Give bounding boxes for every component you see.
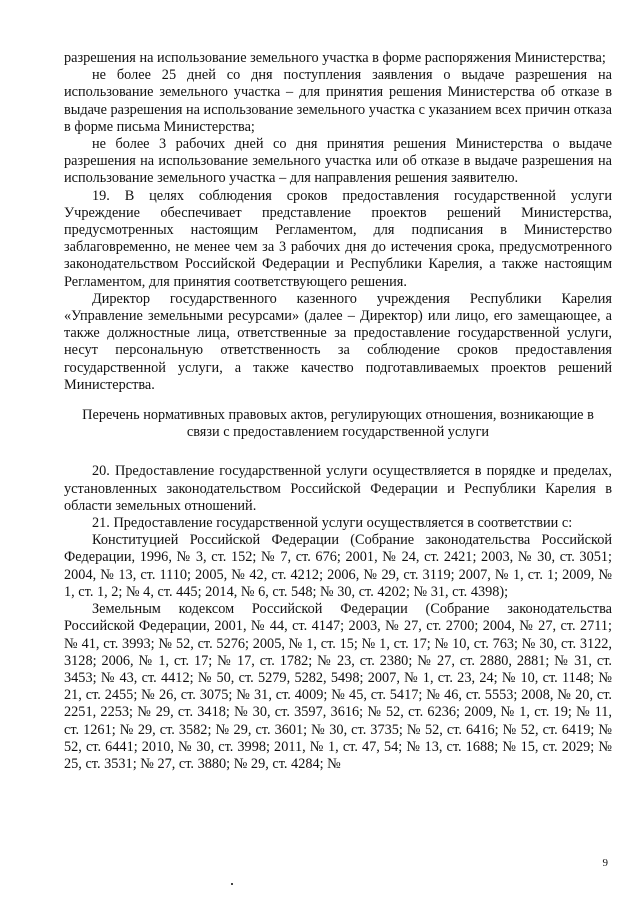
paragraph: Земельным кодексом Российской Федерации (Собрание законодательства Российской Федерации, 2001, № 44, ст. 4147; 2003, № 27, ст. 2700; 2004, № 27, ст. 2711; № 41, ст. 3993; № 52, ст. 5276; 2005, № 1, ст. 15; № 1, ст. 17; № 10, ст. 763; № 30, ст. 3122, 3128; 2006, № 1, ст. 17; № 17, ст. 1782; № 23, ст. 2380; № 27, ст. 2880, 2881; № 31, ст. 3453; № 43, ст. 4412; № 50, ст. 5279, 5282, 5498; 2007, № 1, ст. 23, 24; № 10, ст. 1148; № 21, ст. 2455; № 26, ст. 3075; № 31, ст. 4009; № 45, ст. 5417; № 46, ст. 5553; 2008, № 20, ст. 2251, 2253; № 29, ст. 3418; № 30, ст. 3597, 3616; № 52, ст. 6236; 2009, № 1, ст. 19; № 11, ст. 1261; № 29, ст. 3582; № 29, ст. 3601; № 30, ст. 3735; № 52, ст. 6416; № 52, ст. 6419; № 52, ст. 6441; 2010, № 30, ст. 3998; 2011, № 1, ст. 47, 54; № 13, ст. 1688; № 15, ст. 2029; № 25, ст. 3531; № 27, ст. 3880; № 29, ст. 4284; № <box>64 601 612 772</box>
page-number: 9 <box>602 857 608 869</box>
paragraph: Директор государственного казенного учреждения Республики Карелия «Управление земельными ресурсами» (далее – Директор) или лицо, его замещающее, а также должностные лица, ответственные за предоставление государственной услуги, несут персональную ответственность за соблюдение сроков предоставления государственной услуги, а также качество подготавливаемых проектов решений Министерства. <box>64 290 612 393</box>
paragraph: Конституцией Российской Федерации (Собрание законодательства Российской Федерации, 1996, № 3, ст. 152; № 7, ст. 676; 2001, № 24, ст. 2421; 2003, № 30, ст. 3051; 2004, № 13, ст. 1110; 2005, № 42, ст. 4212; 2006, № 29, ст. 3119; 2007, № 1, ст. 1; 2009, № 1, ст. 1, 2; № 4, ст. 445; 2014, № 6, ст. 548; № 30, ст. 4202; № 31, ст. 4398); <box>64 532 612 600</box>
paragraph: 19. В целях соблюдения сроков предоставления государственной услуги Учреждение обеспечивает представление проектов решений Министерства, предусмотренных настоящим Регламентом, для подписания в Министерство заблаговременно, не менее чем за 3 рабочих дня до истечения срока, предусмотренного законодательством Российской Федерации и Республики Карелия, а также настоящим Регламентом, для принятия соответствующего решения. <box>64 187 612 290</box>
paragraph: не более 3 рабочих дней со дня принятия решения Министерства о выдаче разрешения на использование земельного участка или об отказе в выдаче разрешения на использование земельного участка – для направления решения заявителю. <box>64 136 612 187</box>
section-heading: Перечень нормативных правовых актов, регулирующих отношения, возникающие в связи с предоставлением государственной услуги <box>82 407 594 441</box>
paragraph: разрешения на использование земельного участка в форме распоряжения Министерства; <box>64 50 606 66</box>
scan-speck <box>231 883 233 885</box>
paragraph: не более 25 дней со дня поступления заявления о выдаче разрешения на использование земельного участка – для принятия решения Министерства об отказе в выдаче разрешения на использование земельного участка с указанием всех причин отказа в форме письма Министерства; <box>64 67 612 135</box>
paragraph: 20. Предоставление государственной услуги осуществляется в порядке и пределах, установленных законодательством Российской Федерации и Республики Карелия в области земельных отношений. <box>64 463 612 514</box>
document-body <box>64 50 612 773</box>
paragraph: 21. Предоставление государственной услуги осуществляется в соответствии с: <box>92 515 573 532</box>
